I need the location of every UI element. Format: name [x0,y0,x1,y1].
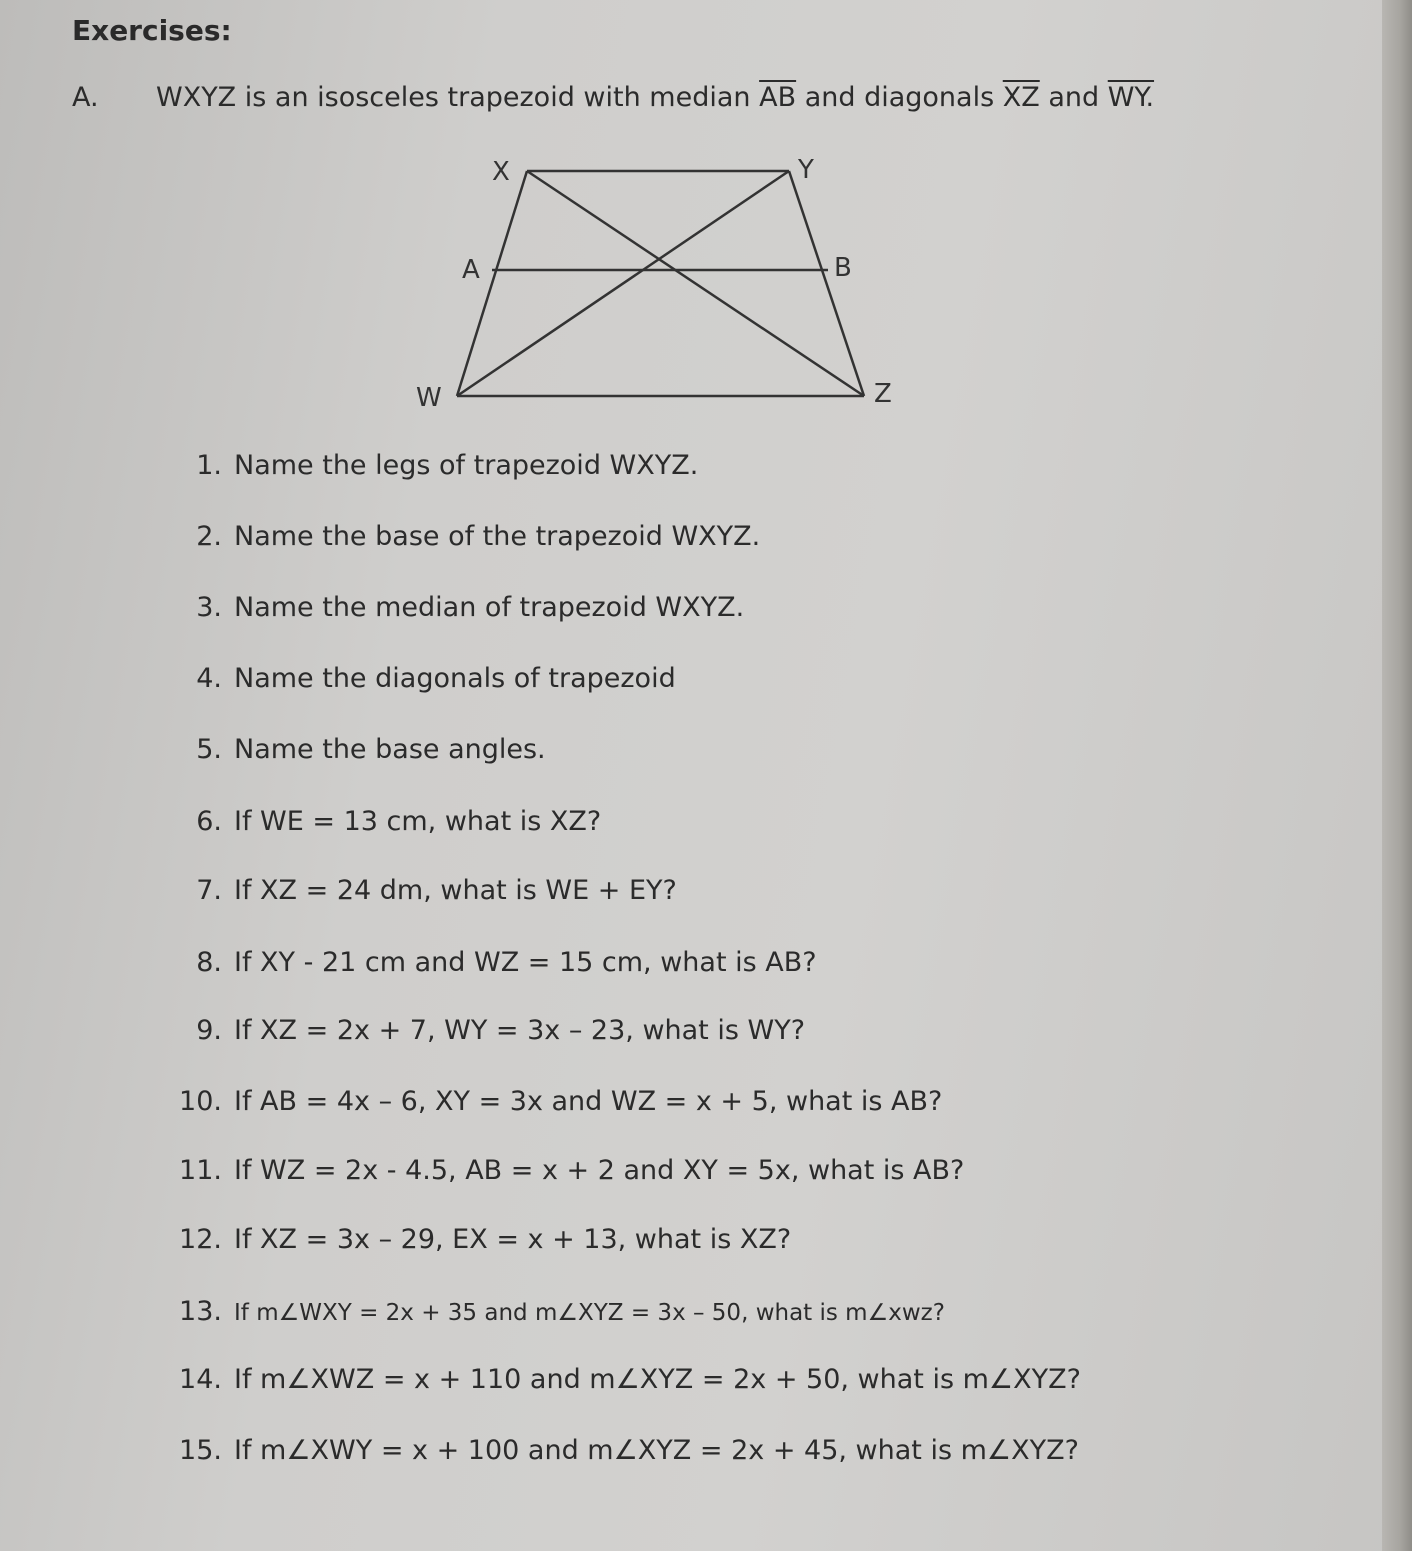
intro-text-before: WXYZ is an isosceles trapezoid with median [156,82,751,113]
question-number: 5. [196,734,222,765]
question-text: If XZ = 3x – 29, EX = x + 13, what is XZ? [234,1224,792,1255]
section-a-intro [72,82,1154,113]
question-13 [160,1296,945,1327]
label-a: A [462,255,480,285]
question-number: 12. [179,1224,222,1255]
intro-text-middle: and diagonals [804,82,995,113]
label-z: Z [874,379,892,409]
question-5 [160,734,546,765]
label-y: Y [798,155,814,185]
question-number: 6. [196,806,222,837]
label-x: X [492,157,510,187]
question-text: Name the base of the trapezoid WXYZ. [234,521,761,552]
question-text: If m∠XWY = x + 100 and m∠XYZ = 2x + 45, what is m∠XYZ? [234,1435,1079,1466]
question-11 [160,1155,964,1186]
question-number: 13. [179,1296,222,1327]
question-text: If m∠XWZ = x + 110 and m∠XYZ = 2x + 50, what is m∠XYZ? [234,1364,1081,1395]
question-14 [160,1364,1081,1395]
page-heading: Exercises: [72,14,232,47]
label-b: B [834,253,852,283]
label-w: W [416,383,442,413]
section-letter: A. [72,82,99,113]
trapezoid-figure [400,140,920,430]
question-number: 10. [179,1086,222,1117]
question-6 [160,806,601,837]
question-number: 11. [179,1155,222,1186]
question-number: 2. [196,521,222,552]
question-8 [160,947,817,978]
question-12 [160,1224,791,1255]
question-text: If XY - 21 cm and WZ = 15 cm, what is AB? [234,947,817,978]
diagonal-xz [527,171,864,396]
question-number: 3. [196,592,222,623]
diagonal-xz-segment: $\overline{XZ}$ [1002,82,1040,113]
question-text: Name the median of trapezoid WXYZ. [234,592,745,623]
question-text: If XZ = 2x + 7, WY = 3x – 23, what is WY? [234,1015,806,1046]
question-number: 14. [179,1364,222,1395]
question-number: 4. [196,663,222,694]
question-1 [160,450,698,481]
leg-yz [789,171,864,396]
question-15 [160,1435,1079,1466]
question-7 [160,875,677,906]
question-10 [160,1086,942,1117]
question-text: Name the diagonals of trapezoid [234,663,676,694]
question-number: 9. [196,1015,222,1046]
question-3 [160,592,744,623]
question-number: 1. [196,450,222,481]
question-text: If XZ = 24 dm, what is WE + EY? [234,875,677,906]
question-text: If m∠WXY = 2x + 35 and m∠XYZ = 3x – 50, what is m∠xwz? [234,1300,945,1326]
question-9 [160,1015,805,1046]
diagonal-wy [457,171,789,396]
question-number: 8. [196,947,222,978]
question-4 [160,663,676,694]
question-2 [160,521,760,552]
question-number: 15. [179,1435,222,1466]
question-number: 7. [196,875,222,906]
intro-text-and: and [1048,82,1100,113]
median-segment: $\overline{AB}$ [759,82,797,113]
question-text: Name the legs of trapezoid WXYZ. [234,450,699,481]
question-text: If WZ = 2x - 4.5, AB = x + 2 and XY = 5x, what is AB? [234,1155,965,1186]
diagonal-wy-segment: WY. [1107,82,1155,113]
question-text: Name the base angles. [234,734,546,765]
question-text: If AB = 4x – 6, XY = 3x and WZ = x + 5, what is AB? [234,1086,943,1117]
question-text: If WE = 13 cm, what is XZ? [234,806,602,837]
page-edge [1382,0,1412,1551]
